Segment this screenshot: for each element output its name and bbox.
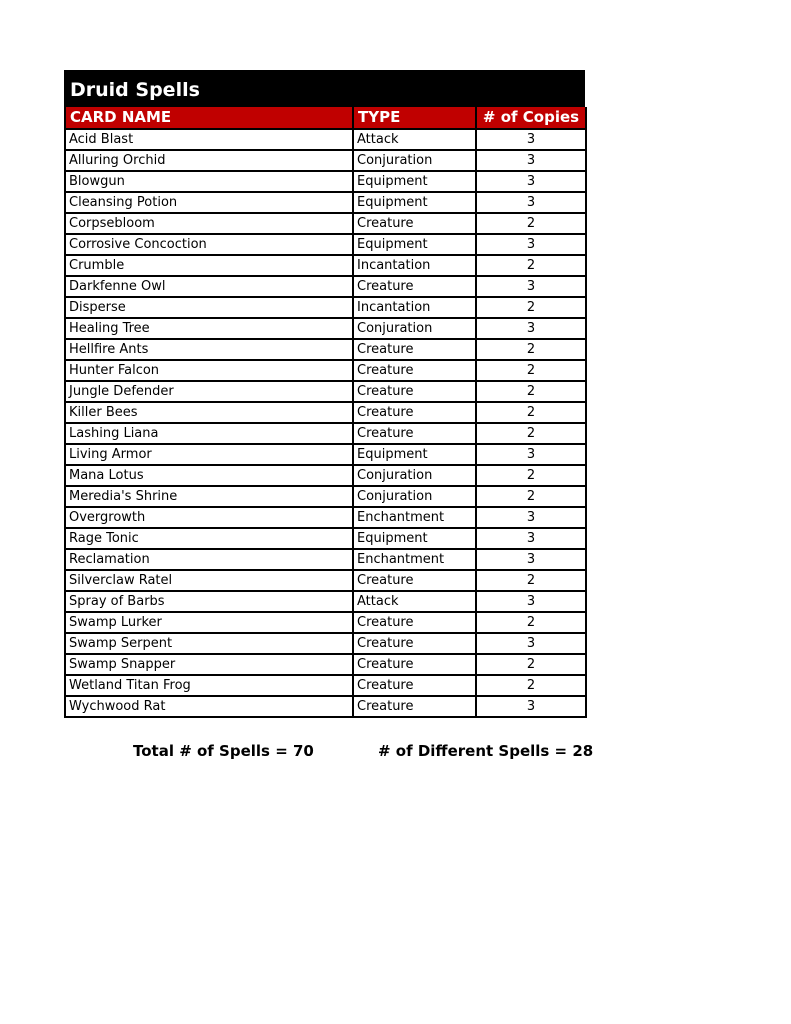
sheet-title: Druid Spells [64,70,585,107]
copies-cell: 2 [476,255,586,276]
table-row [65,297,586,318]
copies-cell: 3 [476,528,586,549]
card-name-cell: Corpsebloom [65,213,353,234]
table-row [65,549,586,570]
table-row [65,234,586,255]
card-type-cell: Creature [353,633,476,654]
card-type-cell: Equipment [353,528,476,549]
copies-cell: 3 [476,192,586,213]
copies-cell: 3 [476,507,586,528]
card-name-cell: Disperse [65,297,353,318]
spells-table [64,107,587,718]
copies-cell: 2 [476,297,586,318]
different-spells-label: # of Different Spells = 28 [378,742,594,760]
card-name-cell: Acid Blast [65,129,353,150]
table-row [65,318,586,339]
card-name-cell: Darkfenne Owl [65,276,353,297]
card-type-cell: Creature [353,675,476,696]
card-type-cell: Creature [353,381,476,402]
card-type-cell: Enchantment [353,507,476,528]
table-row [65,696,586,717]
copies-cell: 3 [476,318,586,339]
card-type-cell: Creature [353,696,476,717]
copies-cell: 2 [476,381,586,402]
card-type-cell: Conjuration [353,318,476,339]
card-name-cell: Overgrowth [65,507,353,528]
card-type-cell: Conjuration [353,465,476,486]
column-header-copies: # of Copies [476,107,586,129]
copies-cell: 3 [476,591,586,612]
card-name-cell: Rage Tonic [65,528,353,549]
card-name-cell: Blowgun [65,171,353,192]
table-row [65,528,586,549]
card-name-cell: Alluring Orchid [65,150,353,171]
card-name-cell: Wychwood Rat [65,696,353,717]
card-name-cell: Hunter Falcon [65,360,353,381]
table-row [65,486,586,507]
card-name-cell: Living Armor [65,444,353,465]
table-row [65,171,586,192]
card-name-cell: Hellfire Ants [65,339,353,360]
card-type-cell: Creature [353,339,476,360]
card-type-cell: Attack [353,591,476,612]
copies-cell: 3 [476,150,586,171]
card-name-cell: Mana Lotus [65,465,353,486]
card-type-cell: Creature [353,423,476,444]
card-type-cell: Enchantment [353,549,476,570]
card-name-cell: Cleansing Potion [65,192,353,213]
table-row [65,276,586,297]
table-row [65,402,586,423]
table-row [65,255,586,276]
table-row [65,360,586,381]
card-type-cell: Creature [353,402,476,423]
copies-cell: 2 [476,675,586,696]
table-row [65,507,586,528]
card-type-cell: Equipment [353,192,476,213]
copies-cell: 3 [476,171,586,192]
column-header-card-name: CARD NAME [65,107,353,129]
total-spells-label: Total # of Spells = 70 [133,742,314,760]
table-row [65,570,586,591]
copies-cell: 2 [476,402,586,423]
table-header-row [65,107,586,129]
copies-cell: 2 [476,654,586,675]
copies-cell: 3 [476,696,586,717]
copies-cell: 3 [476,129,586,150]
card-type-cell: Creature [353,654,476,675]
copies-cell: 2 [476,570,586,591]
copies-cell: 2 [476,465,586,486]
card-name-cell: Jungle Defender [65,381,353,402]
spell-sheet [64,70,585,718]
table-row [65,654,586,675]
card-type-cell: Creature [353,360,476,381]
table-row [65,465,586,486]
table-body [65,129,586,717]
card-name-cell: Swamp Serpent [65,633,353,654]
copies-cell: 3 [476,234,586,255]
copies-cell: 2 [476,612,586,633]
copies-cell: 3 [476,444,586,465]
copies-cell: 2 [476,423,586,444]
card-type-cell: Creature [353,612,476,633]
card-type-cell: Attack [353,129,476,150]
table-row [65,339,586,360]
copies-cell: 2 [476,339,586,360]
table-row [65,612,586,633]
copies-cell: 2 [476,486,586,507]
table-row [65,423,586,444]
copies-cell: 3 [476,276,586,297]
copies-cell: 3 [476,633,586,654]
card-type-cell: Conjuration [353,150,476,171]
table-row [65,675,586,696]
table-row [65,444,586,465]
card-type-cell: Incantation [353,297,476,318]
table-row [65,381,586,402]
card-name-cell: Meredia's Shrine [65,486,353,507]
copies-cell: 3 [476,549,586,570]
table-row [65,150,586,171]
table-row [65,192,586,213]
table-row [65,213,586,234]
card-name-cell: Lashing Liana [65,423,353,444]
card-name-cell: Crumble [65,255,353,276]
card-name-cell: Healing Tree [65,318,353,339]
card-name-cell: Corrosive Concoction [65,234,353,255]
card-type-cell: Incantation [353,255,476,276]
card-name-cell: Silverclaw Ratel [65,570,353,591]
column-header-type: TYPE [353,107,476,129]
card-name-cell: Spray of Barbs [65,591,353,612]
card-type-cell: Creature [353,276,476,297]
card-type-cell: Equipment [353,171,476,192]
card-name-cell: Killer Bees [65,402,353,423]
card-name-cell: Reclamation [65,549,353,570]
card-type-cell: Creature [353,213,476,234]
copies-cell: 2 [476,213,586,234]
card-type-cell: Equipment [353,444,476,465]
table-row [65,129,586,150]
copies-cell: 2 [476,360,586,381]
table-row [65,591,586,612]
card-type-cell: Creature [353,570,476,591]
card-type-cell: Conjuration [353,486,476,507]
card-name-cell: Swamp Snapper [65,654,353,675]
table-row [65,633,586,654]
card-name-cell: Swamp Lurker [65,612,353,633]
card-name-cell: Wetland Titan Frog [65,675,353,696]
card-type-cell: Equipment [353,234,476,255]
